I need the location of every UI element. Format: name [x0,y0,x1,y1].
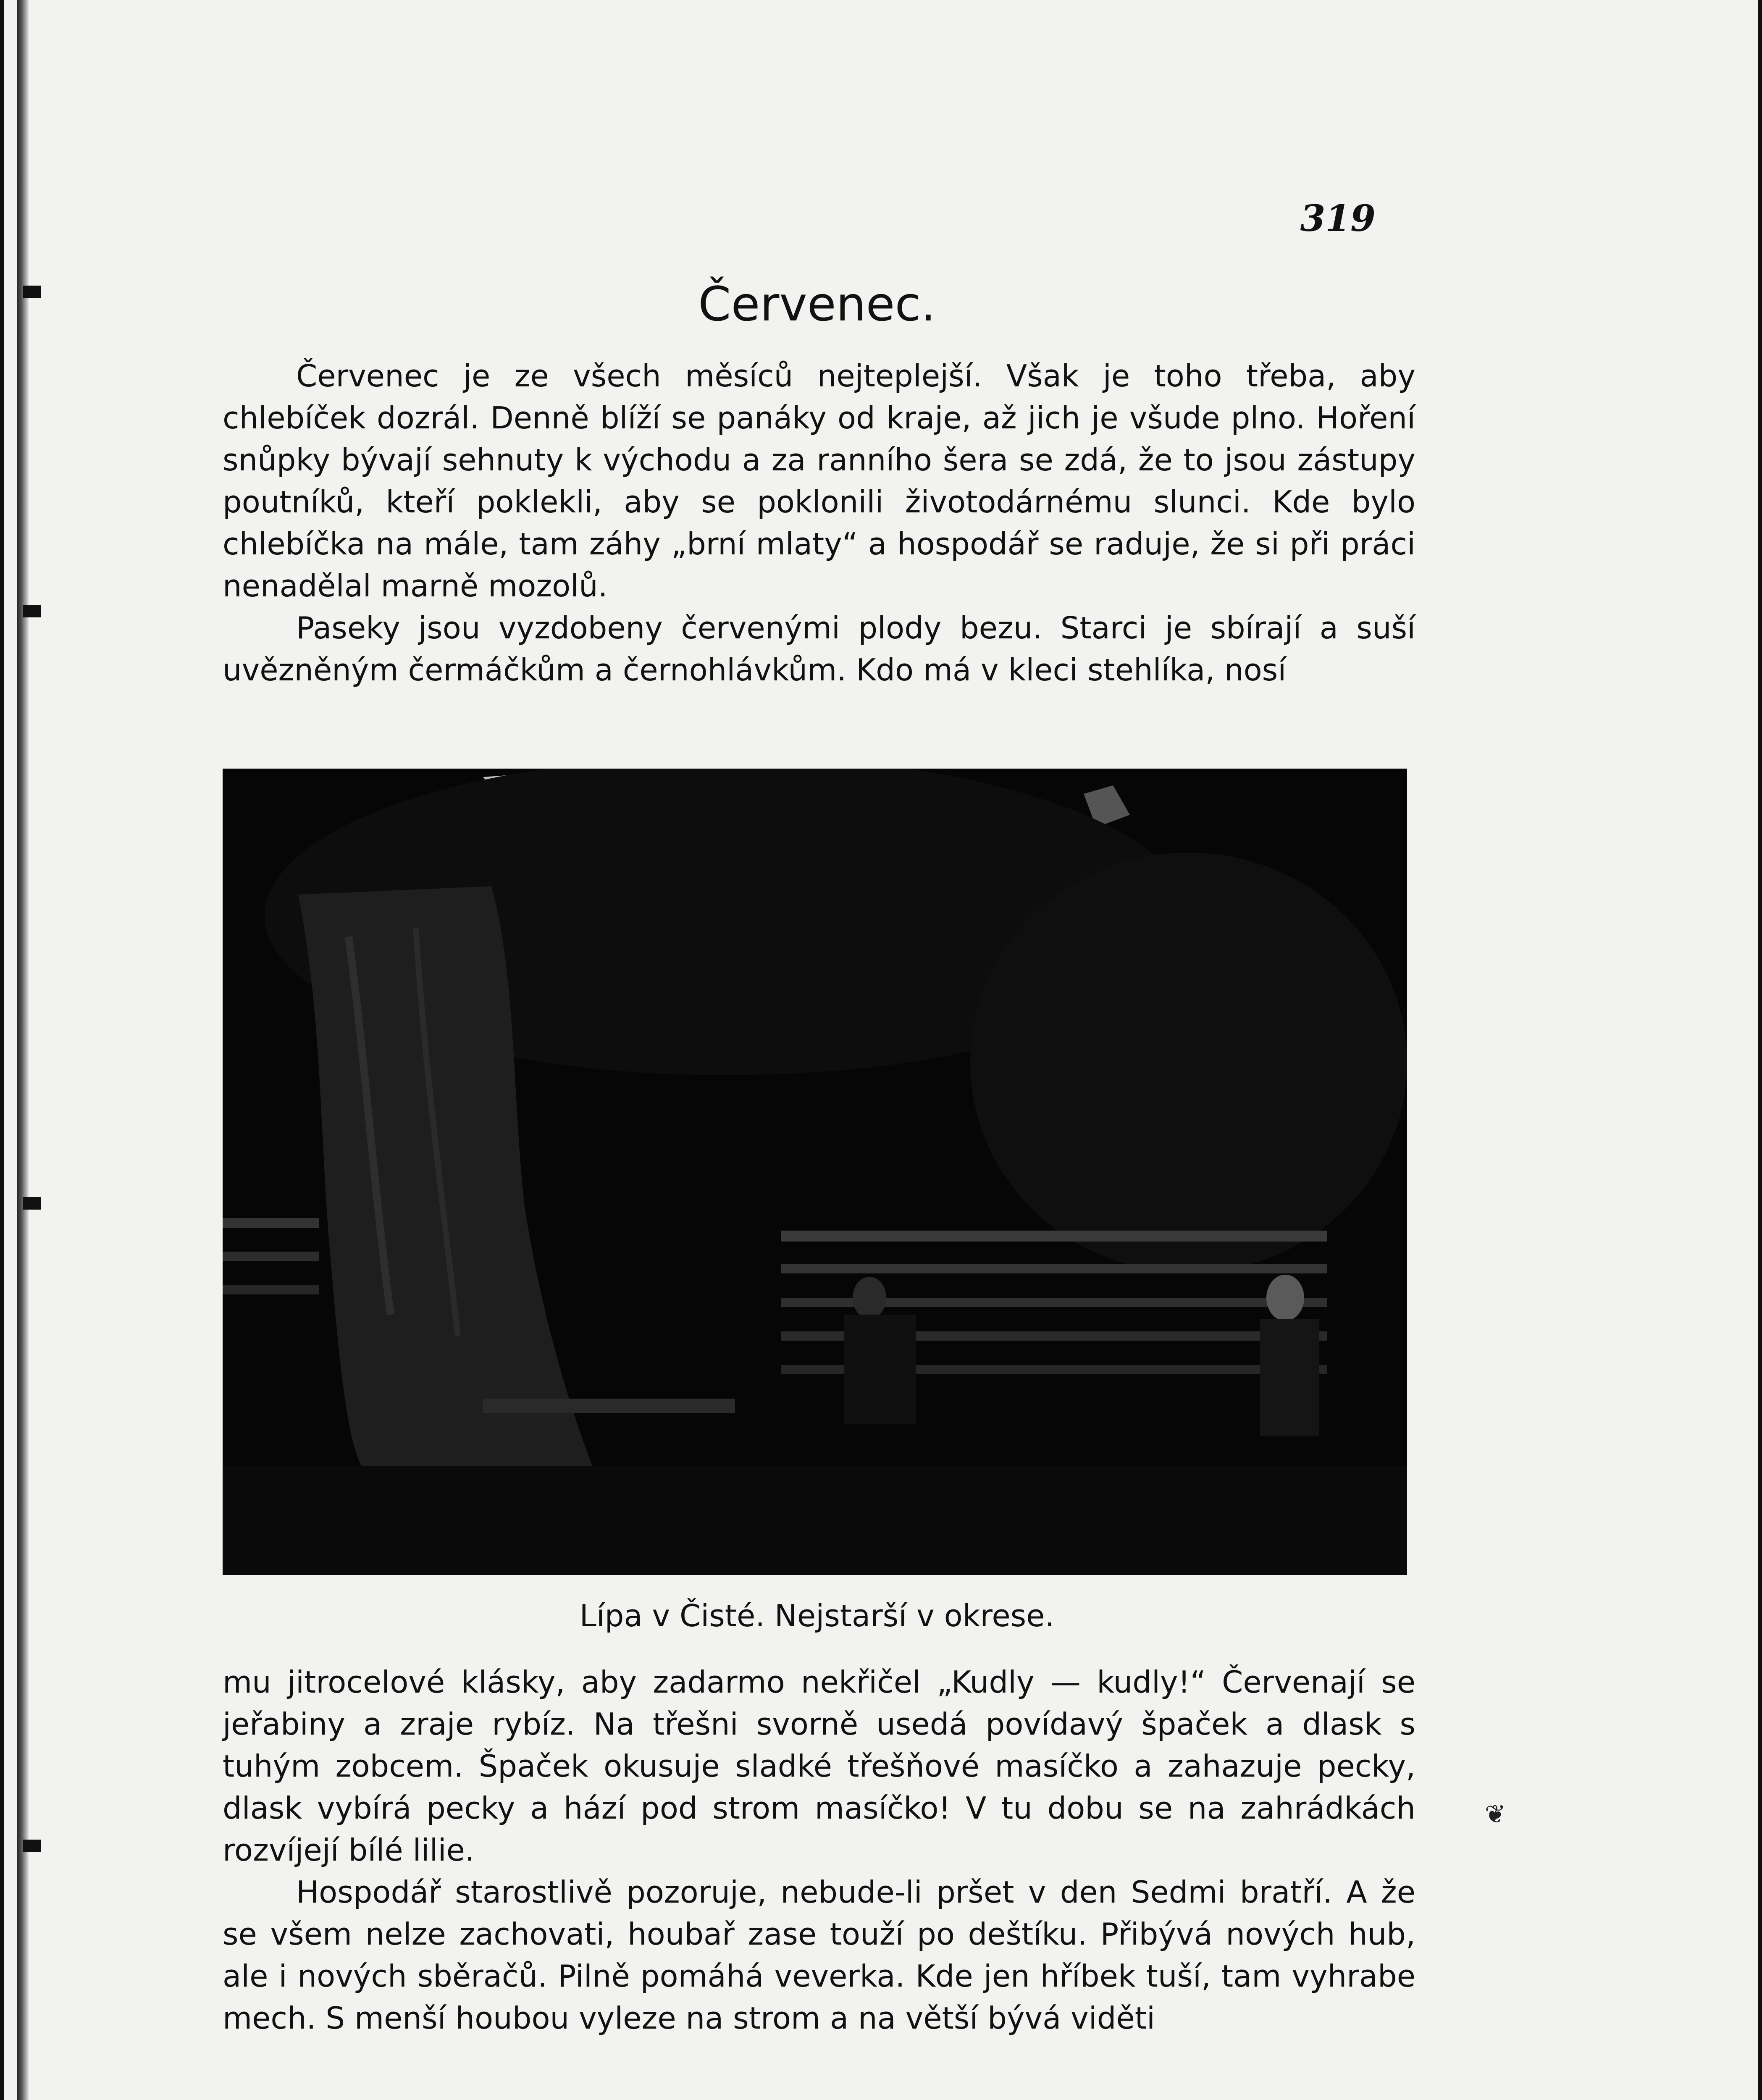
book-page [4,0,1758,2100]
chapter-title: Červenec. [698,277,936,332]
text-block-top [223,355,1415,691]
text-block-bottom [223,1661,1415,2039]
paragraph: mu jitrocelové klásky, aby zadarmo nekřičel „Kudly — kudly!“ Červenají se jeřabiny a zraje rybíz. Na třešni svorně usedá povídavý špaček a dlask s tuhým zobcem. Špaček okusuje sladké třešňové masíčko a zahazuje pecky, dlask vybírá pecky a hází pod strom masíčko! V tu dobu se na zahrádkách rozvíjejí bílé lilie. [223,1664,1415,1868]
paragraph: Hospodář starostlivě pozoruje, nebude-li pršet v den Sedmi bratří. A že se všem nelze zachovati, houbař zase touží po deštíku. Přibývá nových hub, ale i nových sběračů. Pilně pomáhá veverka. Kde jen hříbek tuší, tam vyhrabe mech. S menší houbou vyleze na strom a na větší bývá viděti [223,1874,1415,2036]
binding-thread-mark [23,1840,41,1852]
paragraph: Paseky jsou vyzdobeny červenými plody bezu. Starci je sbírají a suší uvězněným čermáčkům a černohlávkům. Kdo má v kleci stehlíka, nosí [223,610,1415,688]
margin-ink-mark: ❦ [1484,1800,1506,1829]
paragraph: Červenec je ze všech měsíců nejteplejší. Však je toho třeba, aby chlebíček dozrál. Denně blíží se panáky od kraje, až jich je všude plno. Hoření snůpky bývají sehnuty k východu a za ranního šera se zdá, že to jsou zástupy poutníků, kteří poklekli, aby se poklonili životodárnému slunci. Kde bylo chlebíčka na mále, tam záhy „brní mlaty“ a hospodář se raduje, že si při práci nenadělal marně mozolů. [223,358,1415,604]
binding-thread-mark [23,605,41,617]
page-number: 319 [1300,197,1376,240]
photograph-linden-tree [223,769,1407,1575]
figure-caption: Lípa v Čisté. Nejstarší v okrese. [579,1598,1055,1633]
binding-thread-mark [23,1197,41,1210]
